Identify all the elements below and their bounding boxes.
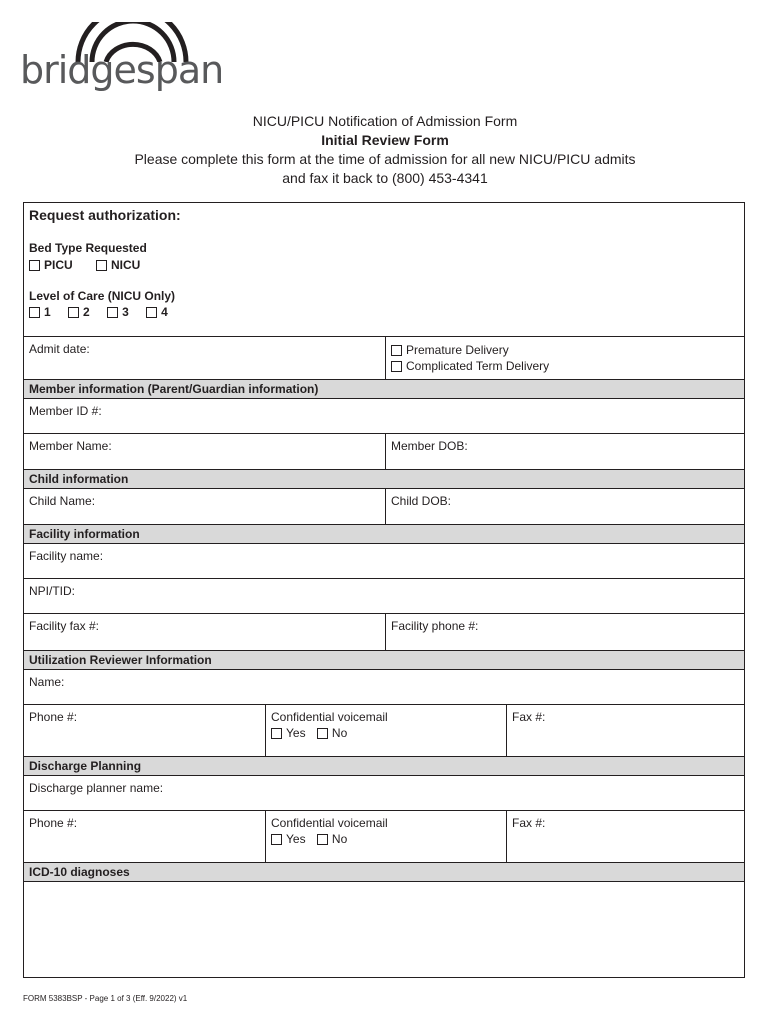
level-option-2[interactable]: 2 <box>68 305 90 319</box>
discharge-planning-heading: Discharge Planning <box>24 756 744 776</box>
reviewer-voicemail-yes[interactable]: Yes <box>271 726 306 740</box>
reviewer-contact-row <box>24 705 744 756</box>
logo-wordmark: bridgespan <box>20 48 224 92</box>
delivery-type-options <box>385 337 744 379</box>
child-name-label: Child Name: <box>29 494 96 508</box>
icd10-diagnoses-field[interactable] <box>24 882 744 977</box>
discharge-contact-row <box>24 811 744 862</box>
reviewer-fax-label: Fax #: <box>512 710 546 724</box>
discharge-phone-label: Phone #: <box>29 816 78 830</box>
member-name-label: Member Name: <box>29 439 112 453</box>
bed-option-nicu[interactable]: NICU <box>96 258 140 272</box>
facility-name-field[interactable] <box>24 544 744 579</box>
bed-type-label: Bed Type Requested <box>29 241 147 255</box>
member-dob-label: Member DOB: <box>391 439 468 453</box>
picu-checkbox[interactable] <box>29 260 40 271</box>
discharge-yes-checkbox[interactable] <box>271 834 282 845</box>
reviewer-voicemail-field <box>265 705 506 756</box>
member-name-row <box>24 434 744 469</box>
facility-name-label: Facility name: <box>29 549 104 563</box>
child-dob-field[interactable] <box>385 489 744 524</box>
admit-date-row <box>24 337 744 379</box>
request-authorization-title: Request authorization: <box>29 207 181 223</box>
member-info-heading: Member information (Parent/Guardian information) <box>24 379 744 399</box>
discharge-fax-field[interactable] <box>506 811 744 862</box>
level-1-checkbox[interactable] <box>29 307 40 318</box>
reviewer-fax-field[interactable] <box>506 705 744 756</box>
child-name-field[interactable] <box>24 489 385 524</box>
form-header <box>0 112 770 188</box>
level-option-4[interactable]: 4 <box>146 305 168 319</box>
premature-delivery-checkbox[interactable] <box>391 345 402 356</box>
member-id-label: Member ID #: <box>29 404 102 418</box>
child-info-heading: Child information <box>24 469 744 489</box>
complicated-term-checkbox[interactable] <box>391 361 402 372</box>
facility-phone-label: Facility phone #: <box>391 619 479 633</box>
member-id-field[interactable] <box>24 399 744 434</box>
level-of-care-label: Level of Care (NICU Only) <box>29 289 176 303</box>
level-option-1[interactable]: 1 <box>29 305 51 319</box>
discharge-planner-label: Discharge planner name: <box>29 781 164 795</box>
reviewer-info-heading: Utilization Reviewer Information <box>24 650 744 670</box>
reviewer-phone-field[interactable] <box>24 705 265 756</box>
discharge-fax-label: Fax #: <box>512 816 546 830</box>
level-4-checkbox[interactable] <box>146 307 157 318</box>
level-2-checkbox[interactable] <box>68 307 79 318</box>
facility-contact-row <box>24 614 744 650</box>
reviewer-yes-checkbox[interactable] <box>271 728 282 739</box>
bed-option-picu[interactable]: PICU <box>29 258 73 272</box>
form-title: NICU/PICU Notification of Admission Form <box>252 113 518 129</box>
admit-date-label: Admit date: <box>29 342 90 356</box>
reviewer-no-checkbox[interactable] <box>317 728 328 739</box>
reviewer-voicemail-no[interactable]: No <box>317 726 347 740</box>
admit-date-field[interactable] <box>24 337 385 379</box>
discharge-no-checkbox[interactable] <box>317 834 328 845</box>
facility-info-heading: Facility information <box>24 524 744 544</box>
form-instructions: Please complete this form at the time of admission for all new NICU/PICU admits <box>134 151 636 167</box>
member-name-field[interactable] <box>24 434 385 469</box>
discharge-phone-field[interactable] <box>24 811 265 862</box>
level-of-care-options <box>29 305 182 319</box>
reviewer-name-label: Name: <box>29 675 65 689</box>
bed-type-options <box>29 258 160 272</box>
level-3-checkbox[interactable] <box>107 307 118 318</box>
facility-fax-field[interactable] <box>24 614 385 650</box>
facility-fax-label: Facility fax #: <box>29 619 100 633</box>
admission-form <box>23 202 745 978</box>
facility-phone-field[interactable] <box>385 614 744 650</box>
discharge-voicemail-yes[interactable]: Yes <box>271 832 306 846</box>
npi-tid-field[interactable] <box>24 579 744 614</box>
reviewer-name-field[interactable] <box>24 670 744 705</box>
icd10-heading: ICD-10 diagnoses <box>24 862 744 882</box>
level-option-3[interactable]: 3 <box>107 305 129 319</box>
discharge-voicemail-field <box>265 811 506 862</box>
child-dob-label: Child DOB: <box>391 494 452 508</box>
reviewer-voicemail-label: Confidential voicemail <box>271 710 388 724</box>
discharge-voicemail-no[interactable]: No <box>317 832 347 846</box>
reviewer-phone-label: Phone #: <box>29 710 78 724</box>
form-fax-instructions: and fax it back to (800) 453-4341 <box>282 170 488 186</box>
bridgespan-logo <box>20 22 224 102</box>
complicated-term-delivery-option[interactable]: Complicated Term Delivery <box>391 359 739 373</box>
npi-tid-label: NPI/TID: <box>29 584 76 598</box>
premature-delivery-option[interactable]: Premature Delivery <box>391 343 739 357</box>
request-authorization-section <box>24 203 744 337</box>
member-dob-field[interactable] <box>385 434 744 469</box>
discharge-voicemail-label: Confidential voicemail <box>271 816 388 830</box>
discharge-planner-field[interactable] <box>24 776 744 811</box>
child-row <box>24 489 744 524</box>
form-subtitle: Initial Review Form <box>321 132 449 148</box>
form-footer: FORM 5383BSP - Page 1 of 3 (Eff. 9/2022) v1 <box>23 994 188 1003</box>
nicu-checkbox[interactable] <box>96 260 107 271</box>
